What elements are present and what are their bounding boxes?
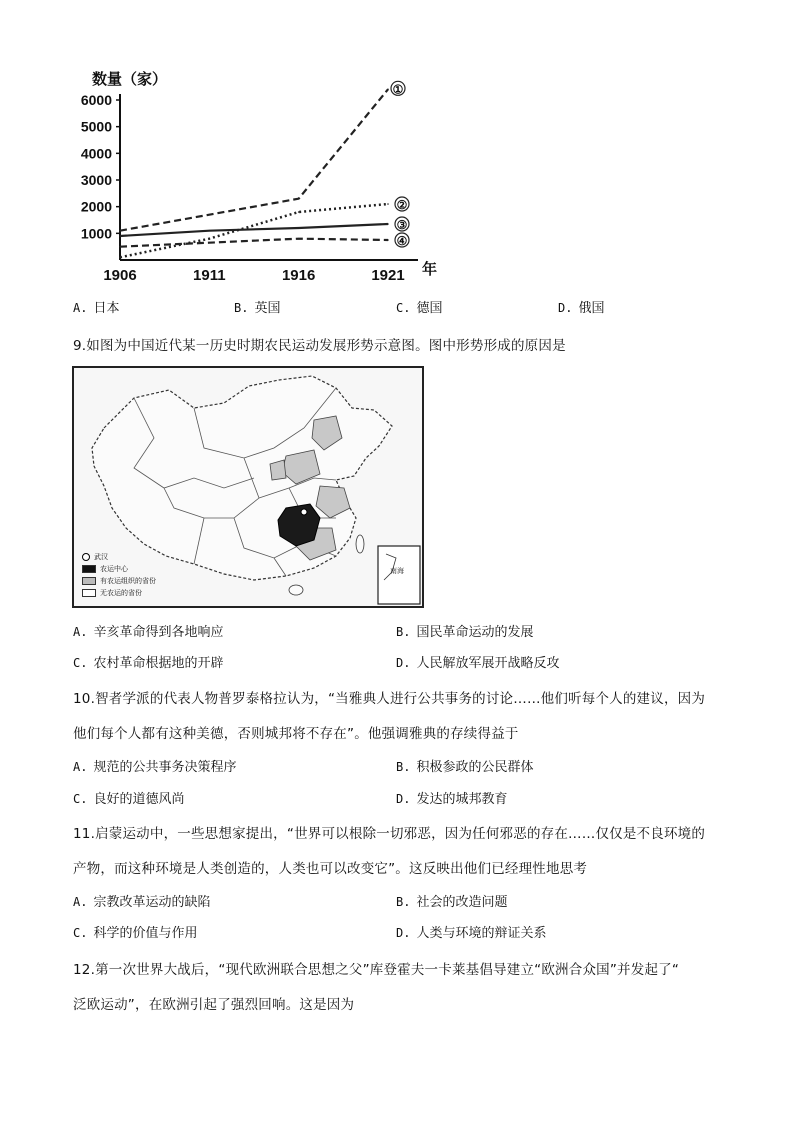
option-letter: C. bbox=[73, 792, 88, 806]
option-letter: D. bbox=[558, 301, 573, 315]
q11-stem-line1: 11.启蒙运动中，一些思想家提出，“世界可以根除一切邪恶，因为任何邪恶的存在……仅仅是不良环境的 bbox=[73, 826, 706, 842]
data-point bbox=[387, 223, 389, 225]
series-label-1: ① bbox=[392, 82, 404, 97]
option-letter: A. bbox=[73, 760, 88, 774]
series-line-1 bbox=[120, 89, 388, 230]
legend-wuhan bbox=[82, 552, 108, 562]
q9-option-a[interactable] bbox=[73, 621, 223, 640]
legend-dot-icon bbox=[82, 553, 90, 561]
q8-option-c[interactable] bbox=[396, 297, 442, 316]
y-axis-label: 数量（家） bbox=[92, 71, 168, 88]
option-text: 德国 bbox=[416, 301, 443, 316]
option-text: 人类与环境的辩证关系 bbox=[416, 926, 547, 941]
q10-option-b[interactable] bbox=[396, 756, 533, 775]
data-point bbox=[387, 239, 389, 241]
legend-none bbox=[82, 588, 142, 598]
legend-label: 武汉 bbox=[94, 553, 108, 561]
option-text: 人民解放军展开战略反攻 bbox=[416, 656, 560, 671]
legend-organized bbox=[82, 576, 156, 586]
option-text: 社会的改造问题 bbox=[416, 895, 508, 910]
data-point bbox=[298, 238, 300, 240]
option-text: 俄国 bbox=[578, 301, 605, 316]
option-text: 良好的道德风尚 bbox=[93, 792, 185, 807]
option-text: 科学的价值与作用 bbox=[93, 926, 198, 941]
data-point bbox=[298, 198, 300, 200]
option-text: 宗教改革运动的缺陷 bbox=[93, 895, 211, 910]
legend-swatch-black bbox=[82, 565, 96, 573]
option-text: 辛亥革命得到各地响应 bbox=[93, 625, 224, 640]
q9-stem: 9.如图为中国近代某一历史时期农民运动发展形势示意图。图中形势形成的原因是 bbox=[73, 338, 566, 354]
legend-label: 无农运的省份 bbox=[100, 589, 142, 597]
q10-option-a[interactable] bbox=[73, 756, 236, 775]
legend-swatch-gray bbox=[82, 577, 96, 585]
option-text: 发达的城邦教育 bbox=[416, 792, 508, 807]
option-text: 国民革命运动的发展 bbox=[416, 625, 534, 640]
q8-option-b[interactable] bbox=[234, 297, 280, 316]
data-point bbox=[209, 238, 211, 240]
data-point bbox=[209, 230, 211, 232]
series-label-4: ④ bbox=[396, 234, 408, 248]
line-chart bbox=[70, 62, 450, 294]
q9-option-d[interactable] bbox=[396, 652, 559, 671]
q12-stem-line2: 泛欧运动”，在欧洲引起了强烈回响。这是因为 bbox=[73, 997, 355, 1013]
series-label-3: ③ bbox=[396, 218, 408, 232]
q10-stem-line2: 他们每个人都有这种美德，否则城邦将不存在”。他强调雅典的存续得益于 bbox=[73, 726, 519, 742]
data-point bbox=[298, 211, 300, 213]
q12-stem-line1: 12.第一次世界大战后，“现代欧洲联合思想之父”库登霍夫一卡莱基倡导建立“欧洲合众国”并发起了“ bbox=[73, 962, 680, 978]
region-organized-west bbox=[270, 460, 286, 480]
data-point bbox=[119, 246, 121, 248]
series-line-3 bbox=[120, 224, 388, 236]
option-letter: B. bbox=[234, 301, 249, 315]
x-tick-label: 1921 bbox=[371, 267, 405, 284]
y-tick-label: 5000 bbox=[80, 118, 112, 135]
series-line-2 bbox=[120, 204, 388, 257]
legend-label: 农运中心 bbox=[100, 565, 128, 573]
option-letter: D. bbox=[396, 792, 411, 806]
data-point bbox=[387, 89, 389, 91]
option-text: 英国 bbox=[254, 301, 281, 316]
q11-option-b[interactable] bbox=[396, 891, 507, 910]
china-map-figure bbox=[72, 366, 424, 608]
q11-option-c[interactable] bbox=[73, 922, 197, 941]
taiwan-island bbox=[356, 535, 364, 553]
country-outline bbox=[92, 376, 392, 580]
x-tick-label: 1911 bbox=[193, 267, 226, 284]
data-point bbox=[298, 227, 300, 229]
option-letter: C. bbox=[396, 301, 411, 315]
inset-label: 南海 bbox=[390, 567, 404, 575]
data-point bbox=[209, 214, 211, 216]
option-letter: C. bbox=[73, 656, 88, 670]
data-point bbox=[387, 203, 389, 205]
option-text: 积极参政的公民群体 bbox=[416, 760, 534, 775]
q9-option-b[interactable] bbox=[396, 621, 533, 640]
x-axis-unit: 年 bbox=[422, 261, 438, 278]
south-sea-inset bbox=[378, 546, 420, 604]
option-letter: A. bbox=[73, 895, 88, 909]
y-tick-label: 6000 bbox=[80, 92, 112, 108]
legend-center bbox=[82, 564, 128, 574]
q10-stem-line1: 10.智者学派的代表人物普罗泰格拉认为，“当雅典人进行公共事务的讨论……他们听每个人的建议，因为 bbox=[73, 691, 706, 707]
option-letter: B. bbox=[396, 625, 411, 639]
y-tick-label: 1000 bbox=[80, 225, 112, 242]
x-tick-label: 1916 bbox=[281, 267, 316, 284]
option-letter: B. bbox=[396, 760, 411, 774]
y-tick-label: 2000 bbox=[80, 198, 112, 215]
q8-option-a[interactable] bbox=[73, 297, 119, 316]
q9-option-c[interactable] bbox=[73, 652, 223, 671]
data-point bbox=[119, 235, 121, 237]
hainan-island bbox=[289, 585, 303, 595]
option-letter: C. bbox=[73, 926, 88, 940]
q11-option-d[interactable] bbox=[396, 922, 546, 941]
q11-stem-line2: 产物，而这种环境是人类创造的，人类也可以改变它”。这反映出他们已经理性地思考 bbox=[73, 861, 588, 877]
x-tick-label: 1906 bbox=[103, 267, 137, 284]
series-line-4 bbox=[120, 239, 388, 247]
q10-option-c[interactable] bbox=[73, 788, 184, 807]
q8-option-d[interactable] bbox=[558, 297, 604, 316]
q10-option-d[interactable] bbox=[396, 788, 507, 807]
option-text: 日本 bbox=[93, 301, 120, 316]
y-tick-label: 3000 bbox=[80, 172, 112, 188]
legend-label: 有农运组织的省份 bbox=[100, 577, 156, 585]
data-point bbox=[209, 242, 211, 244]
option-letter: D. bbox=[396, 656, 411, 670]
option-letter: D. bbox=[396, 926, 411, 940]
option-text: 农村革命根据地的开辟 bbox=[93, 656, 224, 671]
data-point bbox=[119, 230, 121, 232]
y-tick-label: 4000 bbox=[80, 145, 112, 162]
wuhan-marker bbox=[301, 509, 307, 515]
option-letter: A. bbox=[73, 625, 88, 639]
option-letter: B. bbox=[396, 895, 411, 909]
data-point bbox=[119, 257, 121, 259]
legend-swatch-white bbox=[82, 589, 96, 597]
q11-option-a[interactable] bbox=[73, 891, 210, 910]
option-letter: A. bbox=[73, 301, 88, 315]
chart-svg bbox=[70, 62, 450, 294]
option-text: 规范的公共事务决策程序 bbox=[93, 760, 237, 775]
series-label-2: ② bbox=[396, 198, 408, 212]
